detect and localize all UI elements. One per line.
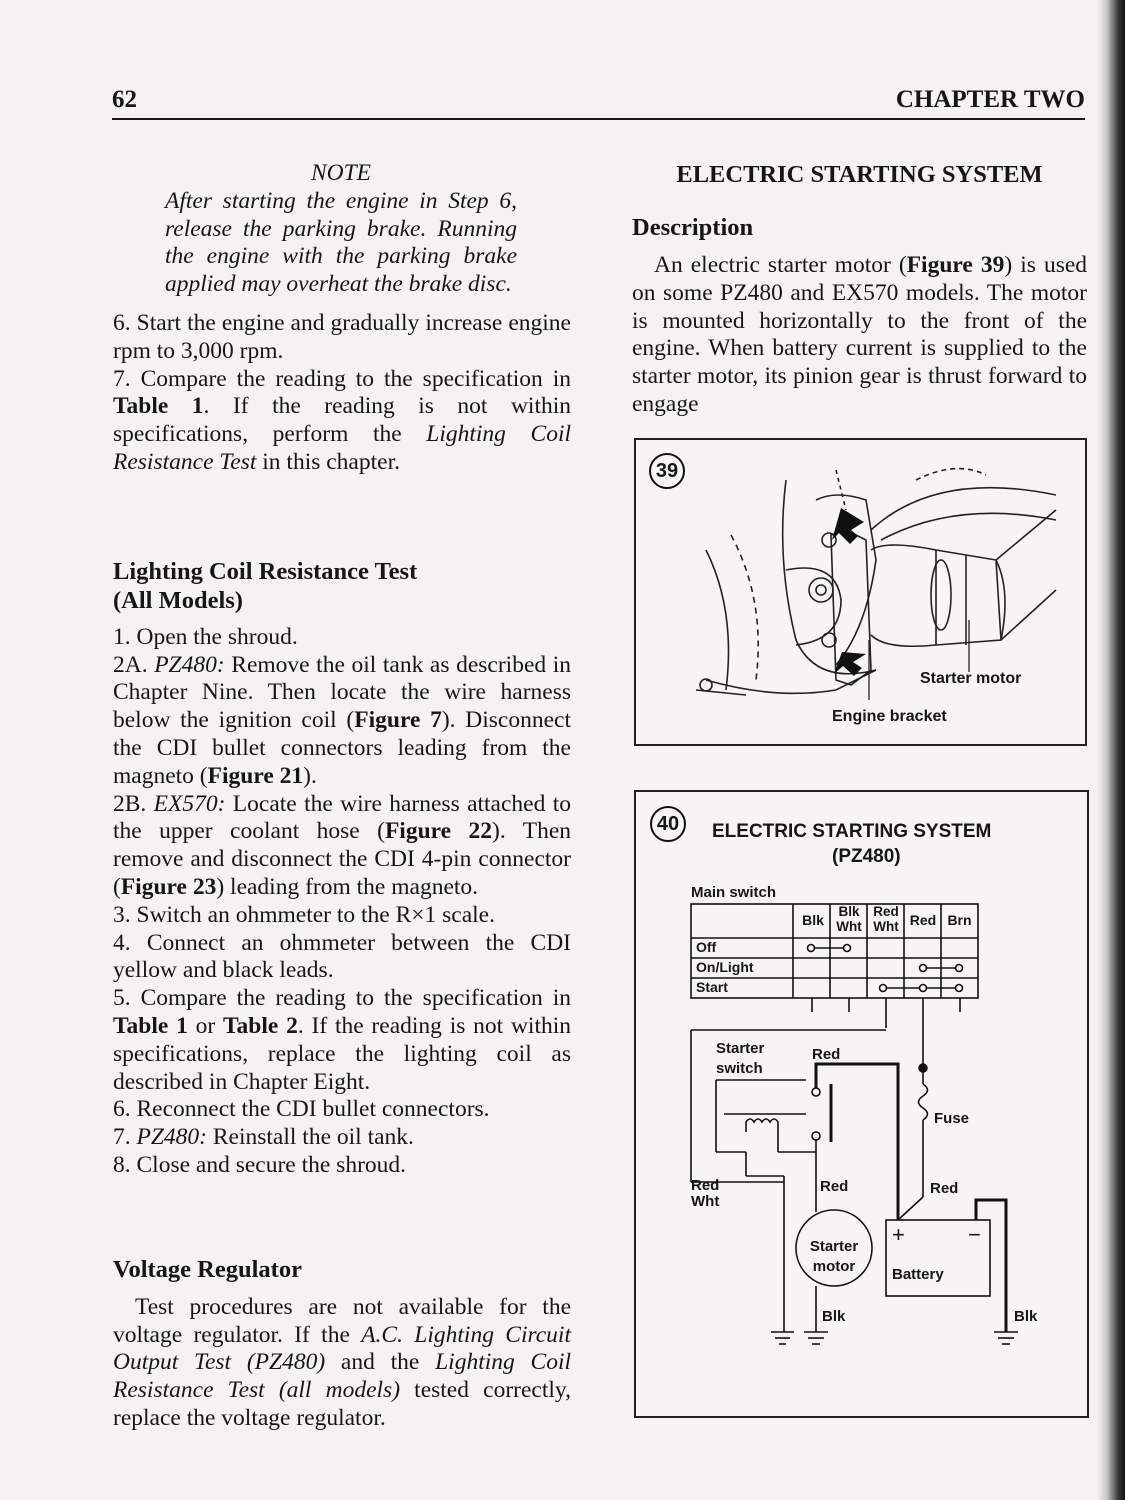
- book-spine-shadow: [1097, 0, 1125, 1500]
- lc-2b-num: 2B.: [113, 790, 154, 817]
- figure-40-title-2: (PZ480): [832, 846, 901, 867]
- right-column: [632, 160, 1087, 419]
- arrow-upper: [832, 508, 864, 544]
- lc-2b-post: ) leading from the magneto.: [216, 873, 479, 900]
- battery-minus: −: [968, 1222, 981, 1247]
- vr-pre: Test procedures are not available for the voltage regulator. If the: [113, 1293, 571, 1348]
- step-7-post: in this chapter.: [256, 448, 400, 475]
- starter-switch-label-2: switch: [716, 1060, 763, 1077]
- lc-2b-pre: Locate the wire harness attached to the upper coolant hose (: [113, 790, 571, 845]
- lc-2a-num: 2A.: [113, 651, 155, 678]
- lc-step-2a: [113, 652, 571, 791]
- lc-step-3: 3. Switch an ohmmeter to the R×1 scale.: [113, 901, 495, 928]
- lc-step-4: 4. Connect an ohmmeter between the CDI yellow and black leads.: [113, 929, 571, 984]
- figure-23-ref: Figure 23: [120, 873, 217, 900]
- wire-red-top: Red: [812, 1046, 841, 1063]
- figure-40: [634, 790, 1089, 1418]
- lc-step-6: 6. Reconnect the CDI bullet connectors.: [113, 1096, 490, 1123]
- page-header: [112, 86, 1085, 120]
- figure-22-ref: Figure 22: [384, 818, 493, 845]
- lc-step-7: [113, 1124, 571, 1152]
- lc-step-8: 8. Close and secure the shroud.: [113, 1151, 407, 1178]
- voltage-regulator-paragraph: [113, 1294, 571, 1433]
- lighting-coil-heading-1: Lighting Coil Resistance Test: [113, 557, 418, 585]
- step-7-pre: 7. Compare the reading to the specification in: [113, 365, 571, 392]
- lc-step-1: 1. Open the shroud.: [113, 623, 298, 650]
- lighting-coil-heading-2: (All Models): [113, 586, 243, 614]
- voltage-regulator-heading: Voltage Regulator: [113, 1255, 302, 1283]
- desc-pre: An electric starter motor (: [654, 252, 907, 278]
- step-7-text: [113, 366, 571, 477]
- description-paragraph: [632, 252, 1087, 419]
- step-7-mid: . If the reading is not within specifications, perform the: [113, 393, 571, 448]
- lc-7-post: Reinstall the oil tank.: [207, 1124, 414, 1151]
- col-red: Red: [909, 912, 937, 928]
- vr-mid: and the: [325, 1349, 436, 1376]
- table-1-ref: Table 1: [113, 393, 204, 420]
- lc-5-or: or: [187, 1012, 223, 1039]
- figure-21-ref: Figure 21: [207, 762, 304, 789]
- figure-40-title-1: ELECTRIC STARTING SYSTEM: [712, 821, 992, 842]
- figure-39-ref: Figure 39: [906, 252, 1005, 278]
- lc-step-2b: [113, 791, 571, 902]
- vr-italic-2: Lighting Coil Resistance Test (all models): [113, 1349, 571, 1404]
- desc-post: ) is used on some PZ480 and EX570 models. The motor is mounted horizontally to the front of the engine. When battery current is supplied to the starter motor, its pinion gear is thrust forward to engage: [632, 252, 1088, 417]
- lc-2b-mid: ). Then remove and disconnect the CDI 4-pin connector (: [113, 818, 571, 900]
- electric-starting-heading: ELECTRIC STARTING SYSTEM: [676, 161, 1043, 188]
- starter-motor-label-2: motor: [812, 1258, 856, 1275]
- battery-plus: +: [892, 1222, 905, 1247]
- figure-7-ref: Figure 7: [354, 707, 442, 734]
- figure-39-number: 39: [649, 453, 685, 489]
- figure-39: [634, 438, 1087, 746]
- lc-2a-post: ).: [303, 762, 317, 789]
- row-start: Start: [696, 979, 728, 995]
- wire-red-wht-2: Wht: [691, 1193, 720, 1210]
- lc-5-pre: 5. Compare the reading to the specification in: [113, 985, 571, 1012]
- wire-blk-2: Blk: [1014, 1308, 1038, 1325]
- header-rule: [112, 118, 1085, 120]
- lc-2a-model: PZ480:: [154, 651, 225, 678]
- col-red-wht: Red Wht: [873, 904, 899, 934]
- starter-switch-label-1: Starter: [716, 1040, 765, 1057]
- battery-label: Battery: [892, 1266, 944, 1283]
- row-off: Off: [696, 939, 717, 955]
- chapter-title: CHAPTER TWO: [895, 86, 1085, 113]
- col-blk: Blk: [802, 912, 824, 928]
- row-on-light: On/Light: [696, 959, 754, 975]
- page-number: 62: [112, 86, 137, 113]
- main-switch-label: Main switch: [691, 884, 777, 901]
- description-heading: Description: [632, 214, 754, 241]
- wire-blk-1: Blk: [822, 1308, 846, 1325]
- step-6-text: 6. Start the engine and gradually increase engine rpm to 3,000 rpm.: [113, 309, 571, 364]
- lighting-coil-ref: Lighting Coil Resistance Test: [113, 421, 571, 475]
- fuse-label: Fuse: [934, 1110, 970, 1127]
- table-1-ref-2: Table 1: [113, 1012, 188, 1039]
- lc-step-5: [113, 985, 571, 1096]
- starter-motor-label: Starter motor: [920, 670, 1022, 687]
- note-text: After starting the engine in Step 6, release the parking brake. Running the engine with the parking brake applied may overheat the brake disc.: [165, 187, 517, 298]
- note-label: NOTE: [310, 160, 372, 186]
- col-blk-wht: Blk Wht: [836, 904, 862, 934]
- left-column: [113, 160, 571, 1433]
- vr-post: tested correctly, replace the voltage regulator.: [113, 1377, 571, 1431]
- starter-motor-label-1: Starter: [809, 1238, 859, 1255]
- lc-2b-model: EX570:: [153, 790, 226, 817]
- lc-2a-pre: Remove the oil tank as described in Chapter Nine. Then locate the wire harness below the ignition coil (: [113, 651, 571, 734]
- lc-5-post: . If the reading is not within specifications, replace the lighting coil as described in Chapter Eight.: [113, 1012, 572, 1095]
- engine-bracket-label: Engine bracket: [832, 708, 947, 725]
- figure-40-number: 40: [650, 806, 686, 842]
- lc-7-model: PZ480:: [136, 1124, 207, 1151]
- lc-7-num: 7.: [113, 1124, 137, 1151]
- wire-red-right: Red: [930, 1180, 959, 1197]
- wire-red-mid: Red: [820, 1178, 849, 1195]
- table-2-ref: Table 2: [223, 1012, 298, 1039]
- wire-red-wht-1: Red: [691, 1177, 720, 1194]
- lc-2a-mid: ). Disconnect the CDI bullet connectors leading from the magneto (: [113, 707, 572, 789]
- col-brn: Brn: [947, 912, 972, 928]
- vr-italic-1: A.C. Lighting Circuit Output Test (PZ480): [113, 1321, 571, 1376]
- starter-motor-illustration: [636, 440, 1085, 744]
- note-block: [165, 160, 517, 299]
